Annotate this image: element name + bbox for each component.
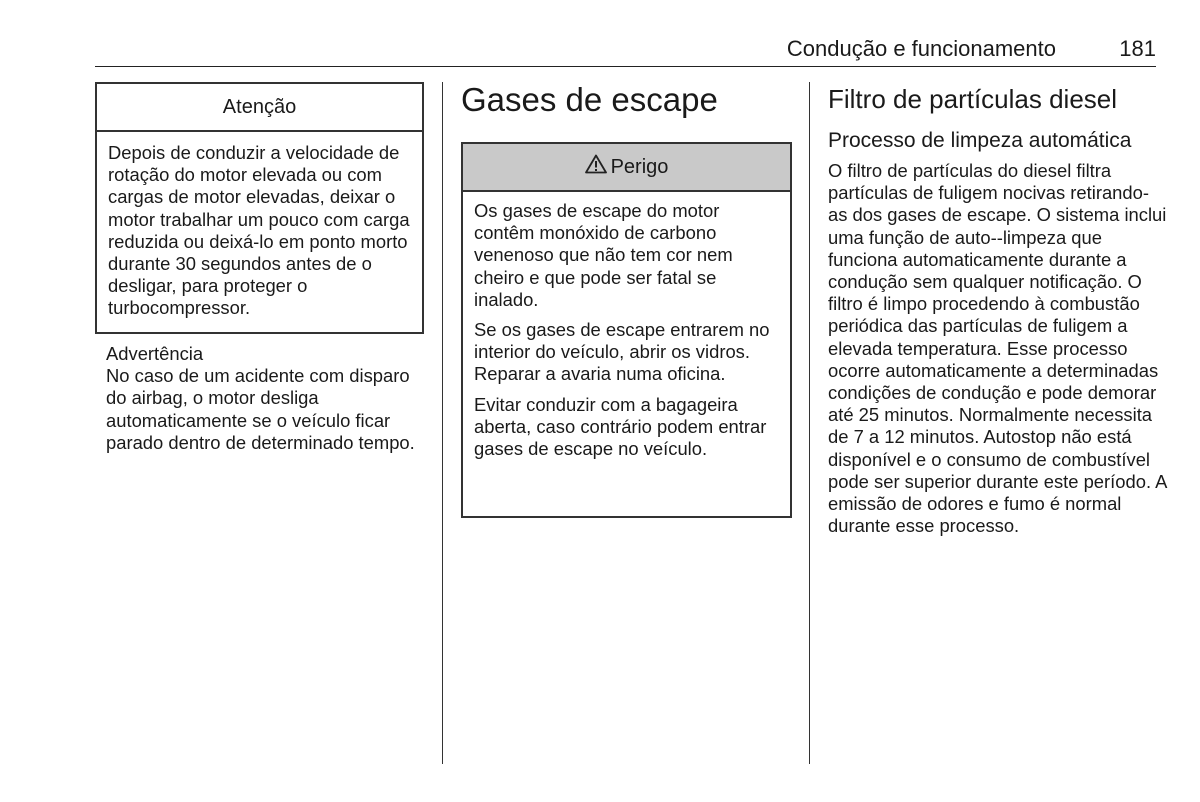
danger-paragraph: Evitar conduzir com a bagageira aberta, caso contrário podem entrar gases de escape no veículo.	[474, 393, 767, 460]
dpf-body: O filtro de partículas do diesel filtra partículas de fuligem nocivas retirando-as dos gases de escape. O sistema inclui uma função de auto--limpeza que funciona automaticamente durante a condução sem qualquer notificação. O filtro é limpo procedendo à combustão periódica das partículas de fuligem a elevada temperatura. Esse processo ocorre automaticamente a determinadas condições de condução e pode demorar até 25 minutos. Normalmente necessita de 7 a 12 minutos. Autostop não está disponível e o consumo de combustível pode ser superior durante este período. A emissão de odores e fumo é normal durante esse processo.	[828, 160, 1167, 537]
attention-box	[95, 82, 424, 334]
section-title: Condução e funcionamento	[786, 36, 1056, 61]
danger-box	[461, 142, 792, 518]
danger-paragraph: Se os gases de escape entrarem no interior do veículo, abrir os vidros. Reparar a avaria numa oficina.	[474, 319, 770, 385]
column-divider	[809, 82, 810, 764]
warning-note	[106, 343, 426, 454]
attention-body	[97, 132, 422, 320]
dpf-heading: Filtro de partículas diesel	[828, 84, 1118, 114]
danger-header	[463, 144, 790, 192]
warning-triangle-icon	[585, 154, 607, 180]
dpf-subheading: Processo de limpeza automática	[828, 129, 1132, 152]
column-divider	[442, 82, 443, 764]
attention-text: Depois de conduzir a velocidade de rotação do motor elevada ou com cargas de motor elevadas, deixar o motor trabalhar um pouco com carga reduzida ou deixá-lo em ponto morto durante 30 segundos antes de o desligar, para proteger o turbocompressor.	[108, 142, 410, 319]
page-number: 181	[1119, 36, 1156, 61]
warning-note-title: Advertência	[106, 343, 204, 364]
attention-title: Atenção	[97, 84, 422, 132]
exhaust-heading: Gases de escape	[461, 81, 718, 118]
page-header	[95, 36, 1156, 67]
danger-paragraph: Os gases de escape do motor contêm monóxido de carbono venenoso que não tem cor nem cheiro e que pode ser fatal se inalado.	[474, 200, 733, 310]
dpf-section	[828, 84, 1168, 537]
warning-note-text: No caso de um acidente com disparo do airbag, o motor desliga automaticamente se o veículo ficar parado dentro de determinado tempo.	[106, 365, 415, 453]
danger-body	[463, 192, 790, 460]
danger-title: Perigo	[610, 155, 669, 178]
